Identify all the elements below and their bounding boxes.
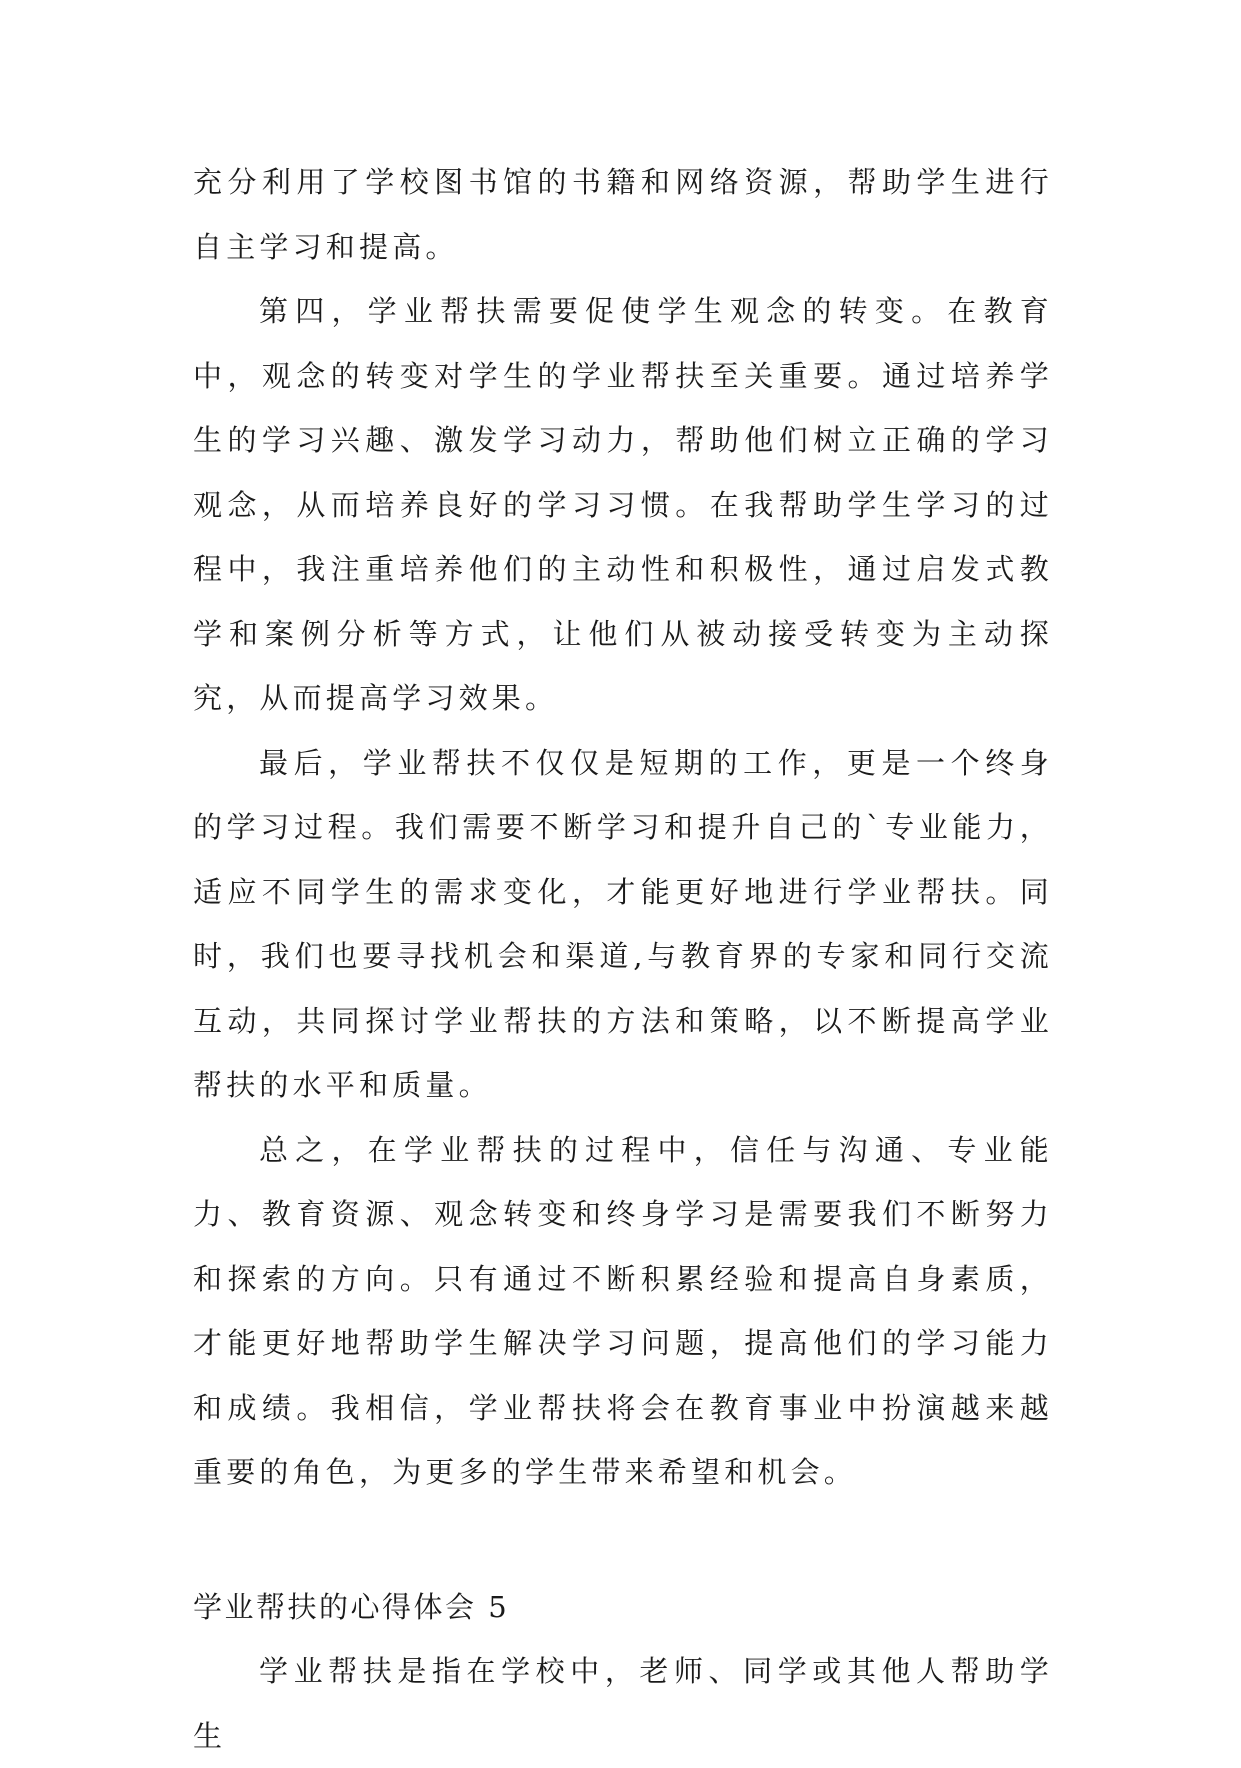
- paragraph-lastly: 最后，学业帮扶不仅仅是短期的工作，更是一个终身的学习过程。我们需要不断学习和提升自己的`专业能力，适应不同学生的需求变化，才能更好地进行学业帮扶。同时，我们也要寻找机会和渠道,与教育界的专家和同行交流互动，共同探讨学业帮扶的方法和策略，以不断提高学业帮扶的水平和质量。: [193, 745, 1053, 1102]
- section-spacer: [193, 1505, 1053, 1575]
- section-first-paragraph: 学业帮扶是指在学校中，老师、同学或其他人帮助学生: [193, 1654, 1053, 1753]
- paragraph-fourth-point: 第四，学业帮扶需要促使学生观念的转变。在教育中，观念的转变对学生的学业帮扶至关重要。通过培养学生的学习兴趣、激发学习动力，帮助他们树立正确的学习观念，从而培养良好的学习习惯。在我帮助学生学习的过程中，我注重培养他们的主动性和积极性，通过启发式教学和案例分析等方式，让他们从被动接受转变为主动探究，从而提高学习效果。: [193, 294, 1053, 715]
- paragraph-continuation: 充分利用了学校图书馆的书籍和网络资源，帮助学生进行自主学习和提高。: [193, 165, 1053, 264]
- document-page: [193, 150, 1053, 1768]
- section-heading: 学业帮扶的心得体会 5: [193, 1589, 510, 1624]
- paragraph-conclusion: 总之，在学业帮扶的过程中，信任与沟通、专业能力、教育资源、观念转变和终身学习是需要我们不断努力和探索的方向。只有通过不断积累经验和提高自身素质，才能更好地帮助学生解决学习问题，提高他们的学习能力和成绩。我相信，学业帮扶将会在教育事业中扮演越来越重要的角色，为更多的学生带来希望和机会。: [193, 1132, 1053, 1489]
